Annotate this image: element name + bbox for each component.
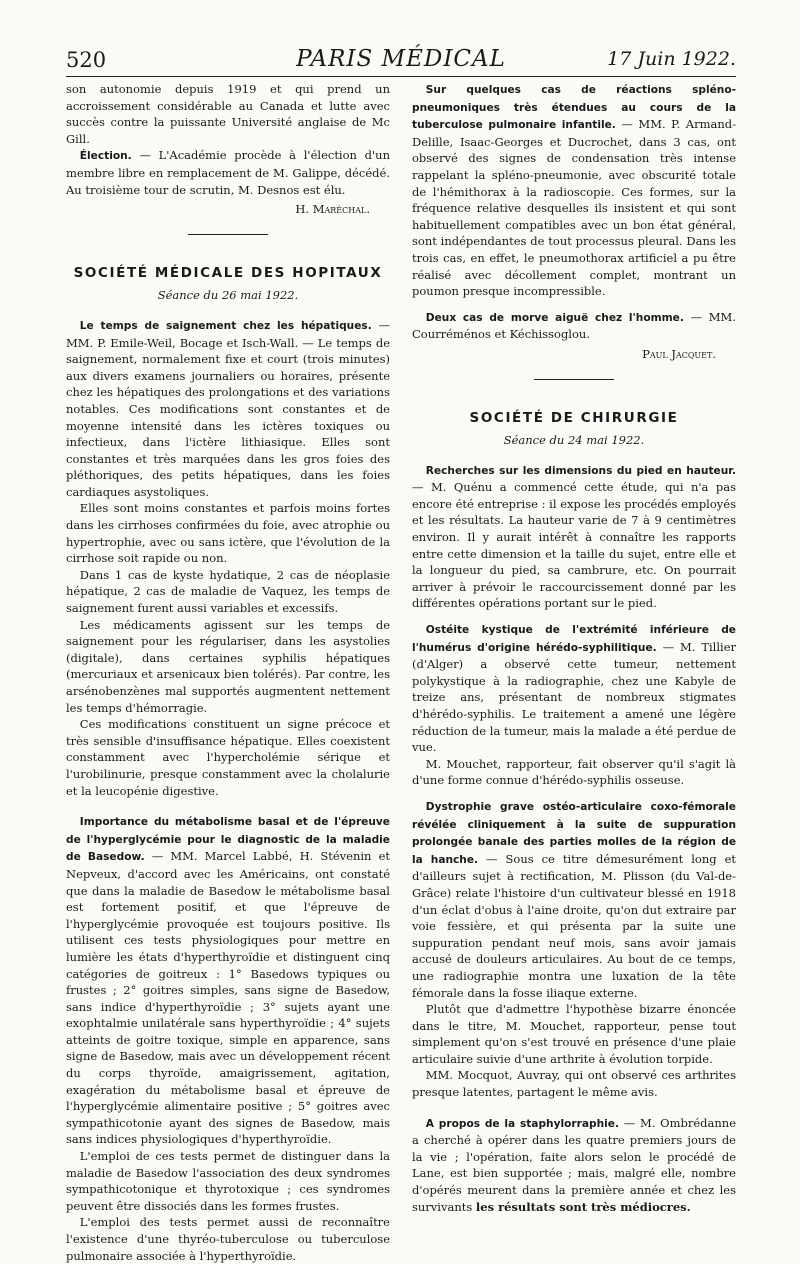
article-text: — M. Ombrédanne a cherché à opérer dans les quatre premiers jours de la vie ; l'opération, faite alors selon le procédé de Lane, est bien supportée ; mais, malgré elle, nombre d'opérés meurent dans la première année et chez les survivants [412, 1115, 736, 1214]
article-title: Le temps de saignement chez les hépatiques. [79, 319, 372, 332]
article-title: Recherches sur les dimensions du pied en hauteur. [425, 464, 736, 477]
article-text: — MM. P. Emile-Weil, Bocage et Isch-Wall. — Le temps de saignement, normalement fixe et court (trois minutes) aux divers examens journaliers ou horaires, présente chez les hépatiques des prolongations et des variations notables. Ces modifications sont constantes et de moyenne intensité dans les ictères toxiques ou infectieux, dans l'ictère lithiasique. Elles sont constantes et très marquées dans les gros foies des pléthoriques, des petits hépatiques, dans les foies cardiaques asystoliques. [66, 317, 391, 499]
article-text: — MM. P. Armand-Delille, Isaac-Georges et Ducrochet, dans 3 cas, ont observé des signes de condensation très intense rappelant la spléno-pneumonie, avec obscurité totale de l'hémithorax à la radioscopie. Ces formes, sur la fréquence relative desquelles ils insistent et qui sont habituellement compatibles avec un bon état général, sont indépendantes de tout processus pleural. Dans les trois cas, en effet, le pneumothorax artificiel a pu être réalisé avec décollement complet, montrant un poumon presque incompressible. [412, 117, 737, 299]
journal-title: PARIS MÉDICAL [296, 46, 506, 72]
session-date: Séance du 24 mai 1922. [503, 433, 645, 448]
article-conclusion: les résultats sont très médiocres. [475, 1199, 691, 1214]
paragraph: Ces modifications constituent un signe précoce et très sensible d'insuffisance hépatique. Elles coexistent constamment avec l'hypercholémie sérique et l'urobilinurie, presque constamment avec la cholalurie et la leucopénie digestive. [66, 717, 390, 798]
divider [188, 234, 268, 235]
paragraph: L'emploi de ces tests permet de distinguer dans la maladie de Basedow l'association des deux syndromes sympathicotonique et thyrotoxique ; ces syndromes peuvent être dissociés dans les formes frustes. [66, 1149, 390, 1213]
article-text: — M. Tillier (d'Alger) a observé cette tumeur, nettement polykystique à la radiographie, chez une Kabyle de treize ans, présentant de nombreux stigmates d'hérédo-syphilis. Le traitement a amené une légère réduction de la tumeur, mais la malade a été perdue de vue. [412, 639, 737, 755]
election-paragraph [66, 147, 390, 198]
article-title: Deux cas de morve aiguë chez l'homme. [425, 311, 684, 324]
article-paragraph [412, 621, 736, 756]
signature: Paul Jacquet. [642, 346, 716, 361]
paragraph: L'emploi des tests permet aussi de reconnaître l'existence d'une thyréo-tuberculose ou tuberculose pulmonaire associée à l'hyperthyroïdie. [66, 1215, 390, 1263]
article-text: — M. Quénu a commencé cette étude, qui n'a pas encore été entreprise : il expose les procédés employés et les résultats. La hauteur varie de 7 à 9 centimètres environ. Il y aurait intérêt à connaître les rapports entre cette dimension et la taille du sujet, entre elle et la longueur du pied, sa cambrure, etc. On pourrait arriver à prévoir le raccourcissement donné par les différentes opérations portant sur le pied. [412, 480, 736, 611]
right-column [412, 81, 736, 1215]
article-title: Ostéite kystique de l'extrémité inférieure de l'humérus d'origine hérédo-syphilitique. [412, 624, 736, 654]
article-text: — MM. Marcel Labbé, H. Stévenin et Nepveux, d'accord avec les Américains, ont constaté que dans la maladie de Basedow le métabolisme basal est fortement positif, et que l'épreuve de l'hyperglycémie provoquée est toujours positive. Ils utilisent ces tests physiologiques pour mettre en lumière les états d'hyperthyroïdie et distinguent cinq catégories de goitreux : 1° Basedows typiques ou frustes ; 2° goitres simples, sans signe de Basedow, sans indice d'hyperthyroïdie ; 3° sujets ayant une exophtalmie unilatérale sans hyperthyroïdie ; 4° sujets atteints de goitre toxique, simple en apparence, sans signe de Basedow, mais avec un développement récent du corps thyroïde, amaigrissement, agitation, exagération du métabolisme basal et épreuve de l'hyperglycémie alimentaire positive ; 5° goitres avec sympathicotonie ayant des signes de Basedow, mais sans indices physiologiques d'hyperthyroïdie. [66, 849, 390, 1147]
page-number: 520 [66, 48, 107, 72]
paragraph-heading: Élection. [79, 150, 132, 163]
paragraph-text: — L'Académie procède à l'élection d'un membre libre en remplacement de M. Galippe, décédé. Au troisième tour de scrutin, M. Desnos est élu. [66, 148, 390, 197]
page-header [66, 46, 736, 77]
paragraph: M. Mouchet, rapporteur, fait observer qu'il s'agit là d'une forme connue d'hérédo-syphilis osseuse. [412, 756, 736, 788]
article-title: Importance du métabolisme basal et de l'épreuve de l'hyperglycémie pour le diagnostic de la maladie de Basedow. [66, 816, 390, 864]
paragraph: son autonomie depuis 1919 et qui prend un accroissement considérable au Canada et lutte avec succès contre la puissante Université anglaise de Mc Gill. [66, 82, 390, 146]
article-paragraph [412, 1115, 736, 1216]
article-paragraph [412, 798, 736, 1001]
article-title: A propos de la staphylorraphie. [425, 1117, 619, 1130]
signature: H. Maréchal. [295, 202, 370, 217]
paragraph: MM. Mocquot, Auvray, qui ont observé ces arthrites presque latentes, partagent le même avis. [412, 1068, 736, 1100]
article-paragraph [66, 317, 390, 501]
issue-date: 17 Juin 1922. [607, 48, 736, 70]
paragraph: Elles sont moins constantes et parfois moins fortes dans les cirrhoses confirmées du foie, avec atrophie ou hypertrophie, avec ou sans ictère, que l'évolution de la cirrhose soit rapide ou non. [66, 501, 390, 566]
paragraph: Dans 1 cas de kyste hydatique, 2 cas de néoplasie hépatique, 2 cas de maladie de Vaquez, les temps de saignement furent aussi variables et excessifs. [66, 567, 390, 616]
article-paragraph [66, 813, 390, 1148]
paragraph: Plutôt que d'admettre l'hypothèse bizarre énoncée dans le titre, M. Mouchet, rapporteur, pense tout simplement qu'on s'est trouvé en présence d'une plaie articulaire suivie d'une arthrite à évolution torpide. [412, 1002, 736, 1066]
article-title: Sur quelques cas de réactions spléno-pneumoniques très étendues au cours de la tuberculose pulmonaire infantile. [412, 84, 736, 132]
section-title: SOCIÉTÉ DE CHIRURGIE [469, 409, 679, 426]
paragraph: Les médicaments agissent sur les temps de saignement pour les régulariser, dans les asystolies (digitale), dans certaines syphilis hépatiques (mercuriaux et arsenicaux bien tolérés). Par contre, les arsénobenzènes mal supportés augmentent nettement les temps d'hémorragie. [66, 617, 390, 715]
article-text: — Sous ce titre démesurément long et d'ailleurs sujet à rectification, M. Plisson (du Val-de-Grâce) relate l'histoire d'un cultivateur blessé en 1918 d'un éclat d'obus à l'aine droite, qu'on dut extraire par voie fessière, et qui présenta par la suite une suppuration pendant neuf mois, sans avoir jamais accusé de douleurs articulaires. Au bout de ce temps, une radiographie montra une luxation de la tête fémorale dans la fosse iliaque externe. [412, 851, 736, 1000]
divider [534, 379, 614, 380]
article-title: Dystrophie grave ostéo-articulaire coxo-fémorale révélée cliniquement à la suite de suppuration prolongée banale des parties molles de la région de la hanche. [412, 800, 736, 866]
section-title: SOCIÉTÉ MÉDICALE DES HOPITAUX [73, 264, 383, 281]
article-paragraph [412, 309, 736, 343]
article-paragraph [412, 81, 736, 300]
session-date: Séance du 26 mai 1922. [157, 288, 299, 303]
article-text: — MM. Courréménos et Kéchissoglou. [412, 309, 736, 342]
left-column [66, 81, 390, 1264]
article-paragraph [412, 462, 736, 612]
